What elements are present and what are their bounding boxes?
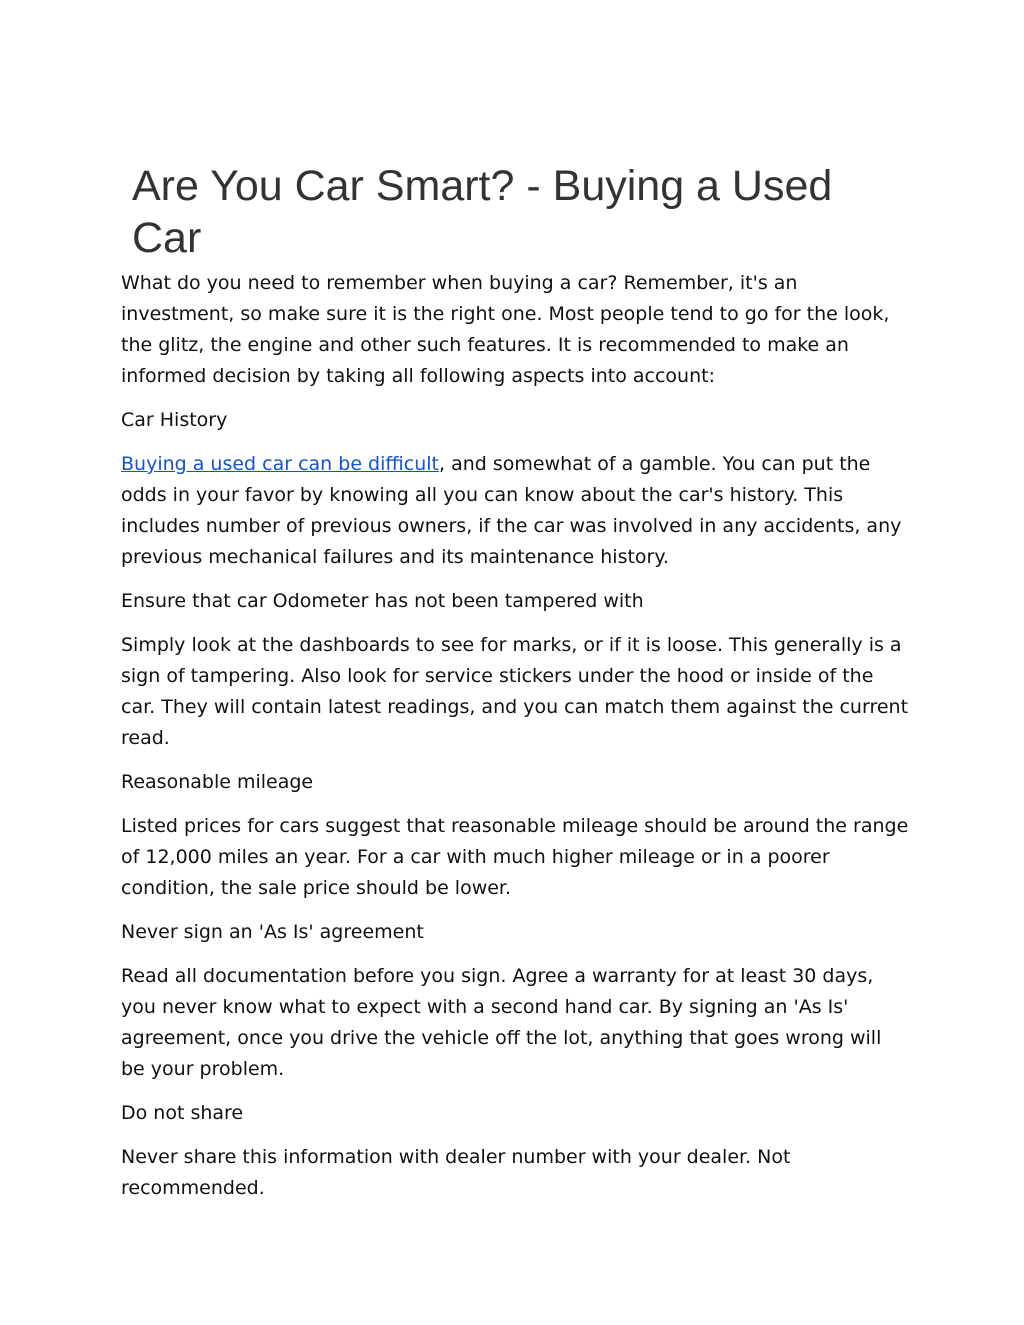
- section-heading-do-not-share: Do not share: [121, 1102, 244, 1124]
- section-body-car-history-text: , and somewhat of a gamble. You can put the odds in your favor by knowing all you can know about the car's history. This includes number of previous owners, if the car was involved in any accidents, any previous mechanical failures and its maintenance history.: [121, 453, 902, 568]
- page-title: Are You Car Smart? - Buying a Used Car: [132, 162, 833, 262]
- section-body-as-is: Read all documentation before you sign. Agree a warranty for at least 30 days, you never know what to expect with a second hand car. By signing an 'As Is' agreement, once you drive the vehicle off the lot, anything that goes wrong will be your problem.: [121, 965, 882, 1080]
- section-heading-car-history: Car History: [121, 409, 228, 431]
- section-body-do-not-share: Never share this information with dealer number with your dealer. Not recommended.: [121, 1146, 791, 1199]
- section-heading-as-is: Never sign an 'As Is' agreement: [121, 921, 424, 943]
- section-heading-odometer: Ensure that car Odometer has not been tampered with: [121, 590, 644, 612]
- section-body-mileage: Listed prices for cars suggest that reasonable mileage should be around the range of 12,000 miles an year. For a car with much higher mileage or in a poorer condition, the sale price should be lower.: [121, 815, 909, 899]
- intro-paragraph: What do you need to remember when buying a car? Remember, it's an investment, so make sure it is the right one. Most people tend to go for the look, the glitz, the engine and other such features. It is recommended to make an informed decision by taking all following aspects into account:: [121, 272, 890, 387]
- buying-used-car-link[interactable]: Buying a used car can be difficult: [121, 453, 439, 475]
- article-body: [121, 268, 911, 1217]
- section-body-car-history: [121, 449, 911, 573]
- section-heading-mileage: Reasonable mileage: [121, 771, 314, 793]
- section-body-odometer: Simply look at the dashboards to see for marks, or if it is loose. This generally is a sign of tampering. Also look for service stickers under the hood or inside of the car. They will contain latest readings, and you can match them against the current read.: [121, 634, 909, 749]
